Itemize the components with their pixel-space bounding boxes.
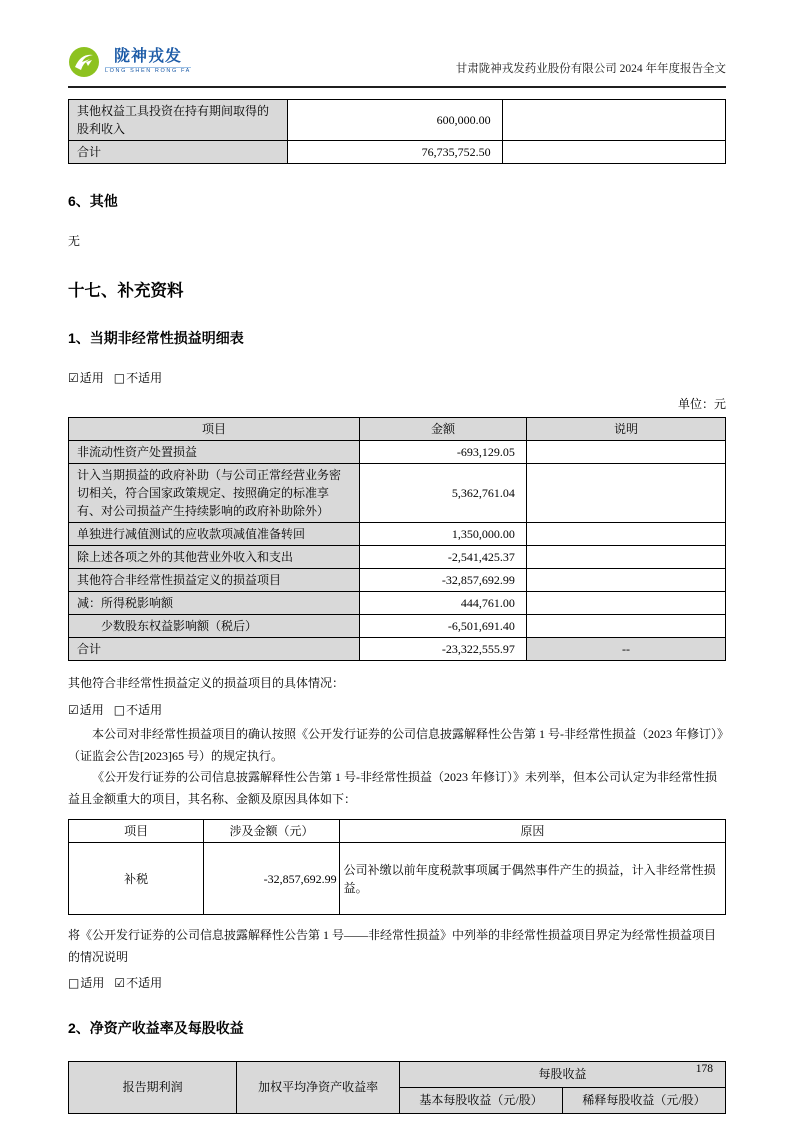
col-header-eps-group: 每股收益: [400, 1061, 726, 1087]
checkbox-unchecked-icon: □: [113, 371, 126, 385]
total-note: --: [526, 638, 725, 661]
dividend-row-note: [502, 100, 725, 141]
row-amount: 5,362,761.04: [360, 464, 527, 523]
col-header-amount: 涉及金额（元）: [204, 820, 339, 843]
row-note: [526, 523, 725, 546]
company-logo-text: [105, 49, 191, 75]
row-amount: -693,129.05: [360, 441, 527, 464]
col-header-profit: 报告期利润: [69, 1061, 237, 1113]
dividend-income-table: [68, 99, 726, 164]
logo-english-name: LONG SHEN RONG FA: [105, 68, 191, 75]
not-applicable-label: 不适用: [126, 371, 163, 385]
row-item: 非流动性资产处置损益: [69, 441, 360, 464]
table-row: [69, 464, 726, 523]
reason-row-item: 补税: [69, 843, 204, 915]
report-title: 甘肃陇神戎发药业股份有限公司 2024 年年度报告全文: [455, 63, 726, 75]
dividend-row-item: 其他权益工具投资在持有期间取得的股利收入: [69, 100, 288, 141]
total-amount: -23,322,555.97: [360, 638, 527, 661]
logo-chinese-name: 陇神戎发: [113, 48, 182, 66]
nonrecurring-items-table: [68, 417, 726, 661]
dividend-total-amount: 76,735,752.50: [288, 141, 502, 164]
table-header-row: [69, 1061, 726, 1087]
page-number: 178: [695, 1063, 713, 1075]
sub2-heading: 2、净资产收益率及每股收益: [68, 1019, 244, 1036]
row-amount: -6,501,691.40: [360, 615, 527, 638]
row-note: [526, 569, 725, 592]
row-note: [526, 592, 725, 615]
eps-table: [68, 1061, 726, 1114]
reason-row-amount: -32,857,692.99: [204, 843, 339, 915]
checkbox-checked-icon: ☑: [114, 975, 126, 990]
table-header-row: [69, 820, 726, 843]
row-item: 其他符合非经常性损益定义的损益项目: [69, 569, 360, 592]
applicability-line-2: [68, 701, 726, 718]
page-header: [68, 46, 726, 88]
checkbox-unchecked-icon: □: [113, 703, 126, 717]
row-item: 少数股东权益影响额（税后）: [69, 615, 360, 638]
row-note: [526, 546, 725, 569]
paragraph-confirmation-basis: 本公司对非经常性损益项目的确认按照《公开发行证券的公司信息披露解释性公告第 1 号-非经常性损益（2023 年修订）》（证监会公告[2023]65 号）的规定执行。: [68, 727, 724, 763]
col-header-reason: 原因: [339, 820, 725, 843]
col-header-roe: 加权平均净资产收益率: [237, 1061, 400, 1113]
section-supplement-heading: 十七、补充资料: [68, 282, 184, 300]
table-header-row: [69, 418, 726, 441]
not-applicable-label: 不适用: [126, 703, 163, 717]
sub1-heading: 1、当期非经常性损益明细表: [68, 330, 244, 346]
reason-table: [68, 819, 726, 915]
checkbox-checked-icon: ☑: [68, 371, 79, 385]
row-note: [526, 615, 725, 638]
unit-label: 单位：元: [677, 397, 726, 411]
table-row: [69, 592, 726, 615]
row-note: [526, 441, 725, 464]
dividend-total-note: [502, 141, 725, 164]
table-row: [69, 100, 726, 141]
not-applicable-label: 不适用: [126, 975, 163, 990]
applicability-line-3: [68, 974, 726, 991]
paragraph-reclassification-note: 将《公开发行证券的公司信息披露解释性公告第 1 号——非经常性损益》中列举的非经常性损益项目界定为经常性损益项目的情况说明: [68, 928, 717, 964]
table-row: [69, 546, 726, 569]
total-label: 合计: [69, 638, 360, 661]
table-total-row: [69, 638, 726, 661]
applicability-line-1: [68, 369, 726, 386]
col-header-item: 项目: [69, 418, 360, 441]
row-amount: -2,541,425.37: [360, 546, 527, 569]
dividend-row-amount: 600,000.00: [288, 100, 502, 141]
dividend-total-label: 合计: [69, 141, 288, 164]
table-row: [69, 141, 726, 164]
checkbox-unchecked-icon: □: [68, 975, 80, 990]
row-amount: 1,350,000.00: [360, 523, 527, 546]
table-row: [69, 843, 726, 915]
col-header-eps-basic: 基本每股收益（元/股）: [400, 1087, 563, 1113]
col-header-item: 项目: [69, 820, 204, 843]
row-note: [526, 464, 725, 523]
row-item: 除上述各项之外的其他营业外收入和支出: [69, 546, 360, 569]
section-other-heading: 6、其他: [68, 193, 118, 209]
detail-note: 其他符合非经常性损益定义的损益项目的具体情况：: [68, 676, 345, 690]
applicable-label: 适用: [79, 371, 104, 385]
row-item: 减：所得税影响额: [69, 592, 360, 615]
applicable-label: 适用: [80, 975, 105, 990]
company-logo: [68, 46, 191, 78]
row-item: 单独进行减值测试的应收款项减值准备转回: [69, 523, 360, 546]
row-amount: 444,761.00: [360, 592, 527, 615]
table-row: [69, 615, 726, 638]
col-header-note: 说明: [526, 418, 725, 441]
row-amount: -32,857,692.99: [360, 569, 527, 592]
col-header-amount: 金额: [360, 418, 527, 441]
section-other-body: 无: [68, 234, 81, 248]
table-row: [69, 569, 726, 592]
row-item: 计入当期损益的政府补助（与公司正常经营业务密切相关，符合国家政策规定、按照确定的标准享有、对公司损益产生持续影响的政府补助除外）: [69, 464, 360, 523]
table-row: [69, 523, 726, 546]
table-row: [69, 441, 726, 464]
checkbox-checked-icon: ☑: [68, 703, 79, 717]
col-header-eps-diluted: 稀释每股收益（元/股）: [563, 1087, 726, 1113]
applicable-label: 适用: [79, 703, 104, 717]
reason-row-reason: 公司补缴以前年度税款事项属于偶然事件产生的损益，计入非经常性损益。: [339, 843, 725, 915]
company-logo-icon: [68, 46, 100, 78]
paragraph-unlisted-items: 《公开发行证券的公司信息披露解释性公告第 1 号-非经常性损益（2023 年修订）》未列举，但本公司认定为非经常性损益且金额重大的项目，其名称、金额及原因具体如下：: [68, 770, 718, 806]
